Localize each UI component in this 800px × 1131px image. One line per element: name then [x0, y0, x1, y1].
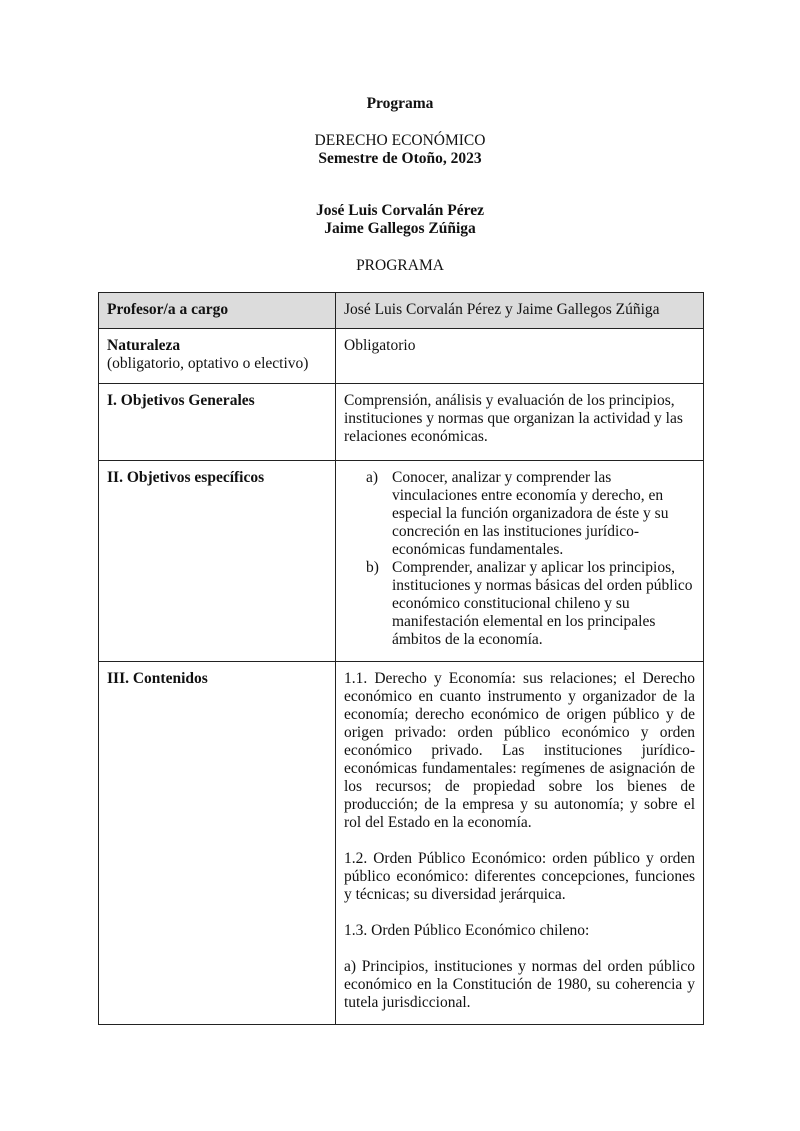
naturaleza-label: Naturaleza: [107, 337, 181, 354]
list-marker: a): [366, 469, 379, 486]
contenidos-paragraph: a) Principios, instituciones y normas del orden público económico en la Constitución de 1980, su coherencia y tutela jurisdiccional.: [344, 958, 695, 1011]
list-text: Conocer, analizar y comprender las vinculaciones entre economía y derecho, en especial la función organizadora de éste y su concreción en las instituciones jurídico-económicas fundamentales.: [392, 469, 669, 558]
objetivos-especificos-list: [344, 469, 695, 649]
table-row-naturaleza: [99, 329, 704, 384]
doc-type-heading: Programa: [366, 95, 434, 112]
professor-1: José Luis Corvalán Pérez: [315, 202, 485, 219]
section-title: PROGRAMA: [356, 257, 444, 274]
naturaleza-sublabel: (obligatorio, optativo o electivo): [107, 355, 309, 372]
semester: Semestre de Otoño, 2023: [318, 150, 482, 167]
objetivos-generales-label: I. Objetivos Generales: [99, 384, 336, 461]
professor-2: Jaime Gallegos Zúñiga: [324, 220, 476, 237]
objetivos-generales-value: Comprensión, análisis y evaluación de los principios, instituciones y normas que organizan la actividad y las relaciones económicas.: [336, 384, 704, 461]
contenidos-label: III. Contenidos: [99, 662, 336, 1025]
program-table: [98, 292, 704, 1025]
table-row-contenidos: [99, 662, 704, 1025]
objetivos-especificos-label: II. Objetivos específicos: [99, 461, 336, 662]
contenidos-paragraph: 1.1. Derecho y Economía: sus relaciones; el Derecho económico en cuanto instrumento y organizador de la economía; derecho económico de origen público y de origen privado: orden público económico y orden económico privado. Las instituciones jurídico-económicas fundamentales: regímenes de asignación de los recursos; de propiedad sobre los bienes de producción; de la empresa y su autonomía; y sobre el rol del Estado en la economía.: [344, 670, 695, 831]
course-title: DERECHO ECONÓMICO: [314, 132, 486, 149]
naturaleza-value: Obligatorio: [336, 329, 704, 384]
table-row-objetivos-especificos: [99, 461, 704, 662]
profesor-value: José Luis Corvalán Pérez y Jaime Gallegos Zúñiga: [336, 293, 704, 329]
list-item: [344, 469, 695, 559]
contenidos-paragraph: 1.2. Orden Público Económico: orden público y orden público económico: diferentes concepciones, funciones y técnicas; su diversidad jerárquica.: [344, 850, 695, 903]
list-marker: b): [366, 559, 379, 576]
table-row-profesor: [99, 293, 704, 329]
profesor-label: Profesor/a a cargo: [99, 293, 336, 329]
list-item: [344, 559, 695, 649]
table-row-objetivos-generales: [99, 384, 704, 461]
list-text: Comprender, analizar y aplicar los principios, instituciones y normas básicas del orden público económico constitucional chileno y su manifestación elemental en los principales ámbitos de la economía.: [392, 559, 693, 648]
contenidos-paragraph: 1.3. Orden Público Económico chileno:: [344, 922, 590, 939]
